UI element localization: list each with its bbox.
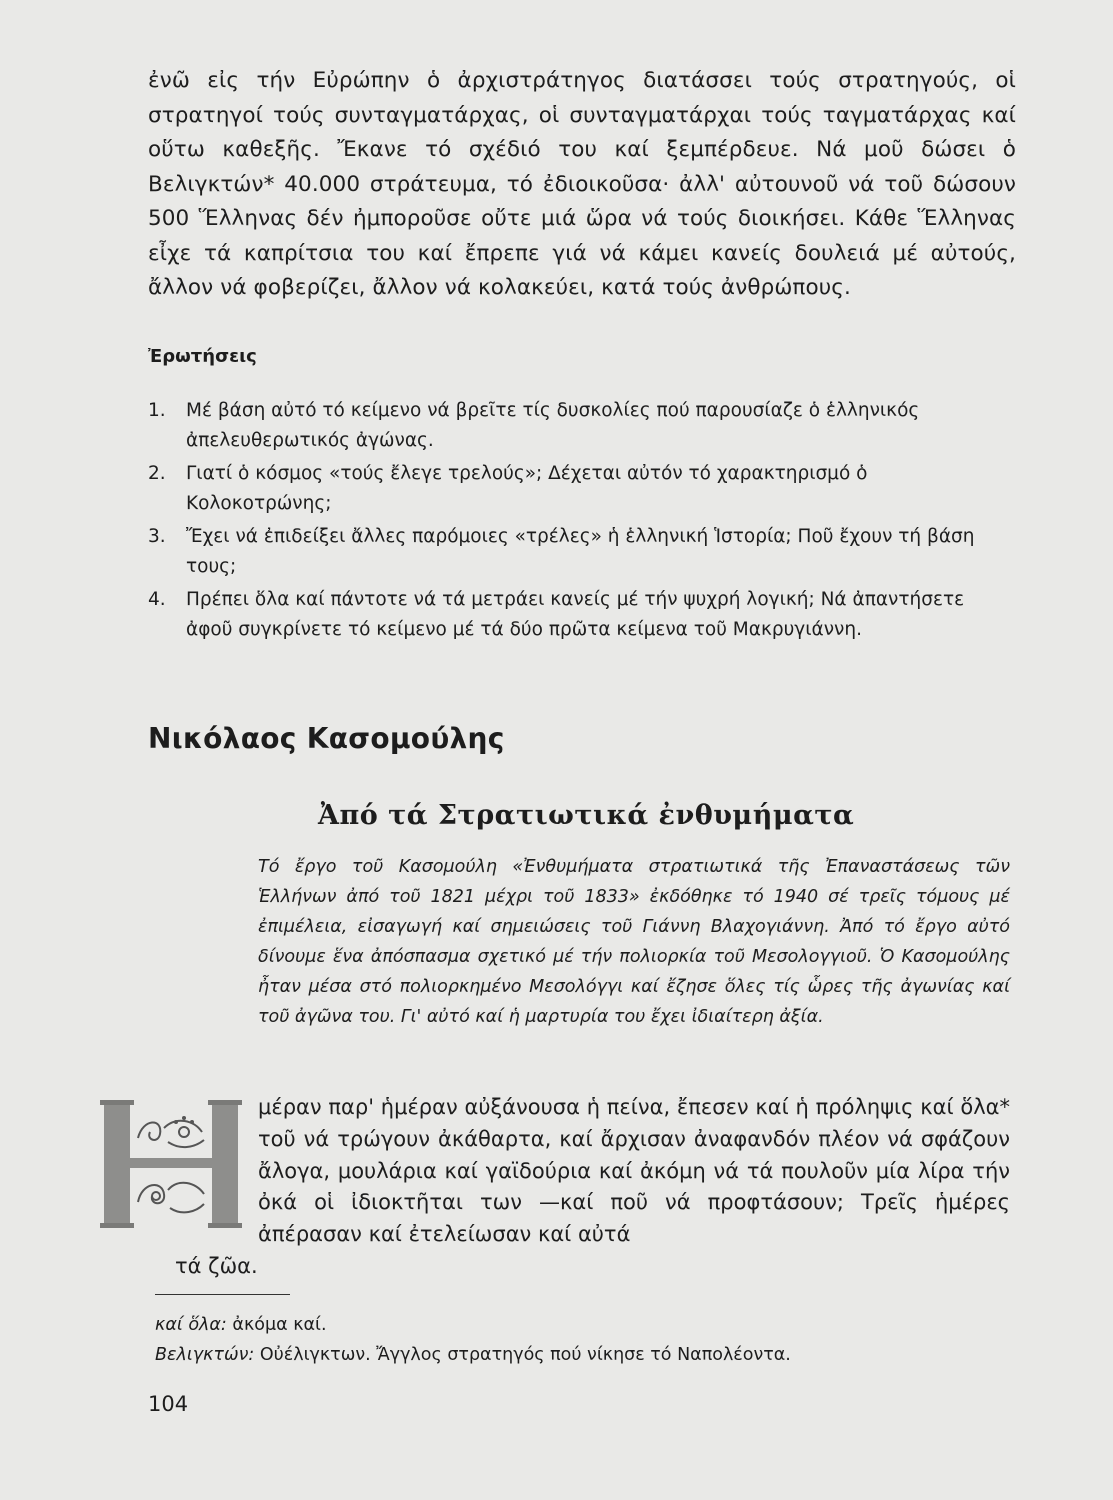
question-text: Ἔχει νά ἐπιδείξει ἄλλες παρόμοιες «τρέλες» ἡ ἑλληνική Ἱστορία; Ποῦ ἔχουν τή βάση τους; [186, 526, 975, 577]
question-number: 4. [148, 589, 166, 610]
footnote-definition: Οὐέλιγκτων. Ἄγγλος στρατηγός πού νίκησε τό Ναπολέοντα. [259, 1345, 791, 1365]
question-item [148, 459, 1016, 519]
questions-list [148, 396, 1016, 648]
question-text: Πρέπει ὅλα καί πάντοτε νά τά μετράει κανείς μέ τήν ψυχρή λογική; Νά ἀπαντήσετε ἀφοῦ συγκρίνετε τό κείμενο μέ τά δύο πρῶτα κείμενα τοῦ Μακρυγιάννη. [186, 589, 965, 640]
main-text: μέραν παρ' ἡμέραν αὐξάνουσα ἡ πείνα, ἔπεσεν καί ἡ πρόληψις καί ὅλα* τοῦ νά τρώγουν ἀκάθαρτα, καί ἄρχισαν ἀναφανδόν πλέον νά σφάζουν ἄλογα, μουλάρια καί γαϊδούρια καί ἀκόμη νά τά πουλοῦν μία λίρα τήν ὀκά οἱ ἰδιοκτῆται των —καί ποῦ νά προφτάσουν; Τρεῖς ἡμέρες ἀπέρασαν καί ἐτελείωσαν καί αὐτά [258, 1095, 1010, 1247]
author-heading: Νικόλαος Κασομούλης [148, 722, 505, 755]
question-item [148, 585, 1016, 645]
question-number: 1. [148, 400, 166, 421]
question-text: Μέ βάση αὐτό τό κείμενο νά βρεῖτε τίς δυσκολίες πού παρουσίαζε ὁ ἑλληνικός ἀπελευθερωτικός ἀγώνας. [186, 400, 920, 451]
footnote-term: Βελιγκτών: [155, 1345, 255, 1365]
dropcap-ornament-icon [98, 1098, 244, 1230]
footnote [155, 1340, 791, 1370]
questions-title: Ἐρωτήσεις [148, 346, 257, 367]
work-title: Ἀπό τά Στρατιωτικά ἐνθυμήματα [318, 800, 855, 831]
question-number: 2. [148, 463, 166, 484]
question-item [148, 522, 1016, 582]
intro-paragraph: ἐνῶ εἰς τήν Εὐρώπην ὁ ἀρχιστράτηγος διατάσσει τούς στρατηγούς, οἱ στρατηγοί τούς συνταγματάρχας, οἱ συνταγματάρχαι τούς ταγματάρχας καί οὕτω καθεξῆς. Ἔκανε τό σχέδιό του καί ξεμπέρδευε. Νά μοῦ δώσει ὁ Βελιγκτών* 40.000 στράτευμα, τό ἐδιοικοῦσα· ἀλλ' αὐτουνοῦ νά τοῦ δώσουν 500 Ἕλληνας δέν ἠμποροῦσε οὔτε μιά ὥρα νά τούς διοικήσει. Κάθε Ἕλληνας εἶχε τά καπρίτσια του καί ἔπρεπε γιά νά κάμει κανείς δουλειά μέ αὐτούς, ἄλλον νά φοβερίζει, ἄλλον νά κολακεύει, κατά τούς ἀνθρώπους. [148, 68, 1016, 300]
question-number: 3. [148, 526, 166, 547]
footnotes [155, 1310, 791, 1370]
question-text: Γιατί ὁ κόσμος «τούς ἔλεγε τρελούς»; Δέχεται αὐτόν τό χαρακτηρισμό ὁ Κολοκοτρώνης; [186, 463, 868, 514]
page-number: 104 [148, 1392, 189, 1416]
footnote-term: καί ὅλα: [155, 1315, 227, 1335]
main-text-last-line: τά ζῶα. [175, 1254, 258, 1278]
footnote-divider [155, 1294, 290, 1295]
intro-note: Τό ἔργο τοῦ Κασομούλη «Ἐνθυμήματα στρατιωτικά τῆς Ἐπαναστάσεως τῶν Ἑλλήνων ἀπό τοῦ 1821 μέχρι τοῦ 1833» ἐκδόθηκε τό 1940 σέ τρεῖς τόμους μέ ἐπιμέλεια, εἰσαγωγή καί σημειώσεις τοῦ Γιάννη Βλαχογιάννη. Ἀπό τό ἔργο αὐτό δίνουμε ἕνα ἀπόσπασμα σχετικό μέ τήν πολιορκία τοῦ Μεσολογγιοῦ. Ὁ Κασομούλης ἦταν μέσα στό πολιορκημένο Μεσολόγγι καί ἔζησε ὅλες τίς ὧρες τῆς ἀγωνίας καί τοῦ ἀγῶνα του. Γι' αὐτό καί ἡ μαρτυρία του ἔχει ἰδιαίτερη ἀξία. [258, 857, 1010, 1027]
footnote-definition: ἀκόμα καί. [232, 1315, 327, 1335]
footnote [155, 1310, 791, 1340]
question-item [148, 396, 1016, 456]
ornamental-dropcap [98, 1098, 244, 1230]
